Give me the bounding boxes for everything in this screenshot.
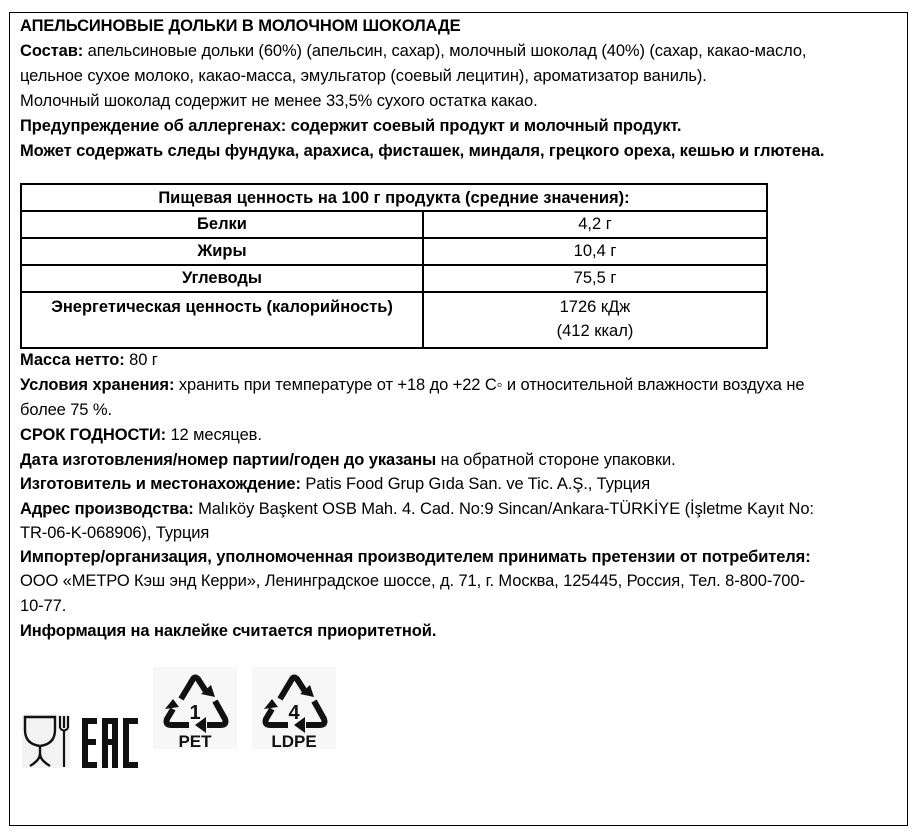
food-contact-icon (22, 714, 70, 768)
nutrient-value: 4,2 г (423, 211, 767, 238)
table-row (21, 211, 767, 238)
importer-line-2: 10-77. (20, 597, 67, 615)
nutrition-table (20, 183, 768, 349)
recycle-pet-icon (153, 667, 237, 749)
nutrient-name: Белки (21, 211, 423, 238)
importer-label: Импортер/организация, уполномоченная производителем принимать претензии от потребителя: (20, 548, 811, 566)
energy-kj: 1726 кДж (559, 298, 631, 316)
product-title: АПЕЛЬСИНОВЫЕ ДОЛЬКИ В МОЛОЧНОМ ШОКОЛАДЕ (20, 17, 461, 35)
recycle-ldpe-icon (252, 667, 336, 749)
nutrient-name: Энергетическая ценность (калорийность) (21, 292, 423, 348)
nutrition-header: Пищевая ценность на 100 г продукта (средние значения): (21, 184, 767, 211)
production-date-label: Дата изготовления/номер партии/годен до указаны (20, 451, 437, 469)
nutrient-value: 75,5 г (423, 265, 767, 292)
manufacturer-value: Patis Food Grup Gıda San. ve Tic. A.Ş., Турция (300, 475, 651, 493)
nutrient-value: 10,4 г (423, 238, 767, 265)
symbols-row (20, 667, 350, 777)
composition-line-1 (20, 39, 806, 63)
address-line-2: TR-06-K-068906), Турция (20, 524, 210, 542)
production-date (20, 448, 676, 472)
manufacturer (20, 472, 650, 496)
composition-text: апельсиновые дольки (60%) (апельсин, сахар), молочный шоколад (40%) (сахар, какао-масло, (83, 42, 807, 60)
net-weight-label: Масса нетто: (20, 351, 125, 369)
svg-text:4: 4 (288, 702, 300, 724)
nutrition-header-row (21, 184, 767, 211)
shelf-life-label: СРОК ГОДНОСТИ: (20, 426, 166, 444)
manufacturer-label: Изготовитель и местонахождение: (20, 475, 301, 493)
table-row (21, 265, 767, 292)
nutrient-name: Углеводы (21, 265, 423, 292)
production-date-value: на обратной стороне упаковки. (436, 451, 676, 469)
energy-kcal: (412 ккал) (556, 322, 634, 340)
eac-mark-icon (80, 718, 142, 768)
sticker-note: Информация на наклейке считается приоритетной. (20, 622, 437, 640)
shelf-life-value: 12 месяцев. (166, 426, 262, 444)
table-row (21, 238, 767, 265)
composition-line-2: цельное сухое молоко, какао-масса, эмульгатор (соевый лецитин), ароматизатор ваниль). (20, 67, 707, 85)
shelf-life (20, 423, 262, 447)
svg-text:LDPE: LDPE (271, 732, 317, 749)
nutrient-value (423, 292, 767, 348)
svg-text:PET: PET (178, 732, 212, 749)
storage-label: Условия хранения: (20, 376, 175, 394)
allergen-warning: Предупреждение об аллергенах: содержит соевый продукт и молочный продукт. (20, 117, 682, 135)
net-weight-value: 80 г (124, 351, 158, 369)
svg-text:1: 1 (189, 702, 201, 724)
storage-text: хранить при температуре от +18 до +22 С◦ и относительной влажности воздуха не (174, 376, 805, 394)
composition-line-3: Молочный шоколад содержит не менее 33,5% сухого остатка какао. (20, 92, 538, 110)
table-row (21, 292, 767, 348)
storage-line-2: более 75 %. (20, 401, 112, 419)
nutrient-name: Жиры (21, 238, 423, 265)
address-label: Адрес производства: (20, 500, 194, 518)
net-weight (20, 348, 158, 372)
importer-line-1: ООО «МЕТРО Кэш энд Керри», Ленинградское шоссе, д. 71, г. Москва, 125445, Россия, Тел. 8-800-700- (20, 572, 805, 590)
composition-label: Состав: (20, 42, 84, 60)
address-line-1 (20, 497, 814, 521)
address-text: Malıköy Başkent OSB Mah. 4. Cad. No:9 Sincan/Ankara-TÜRKİYE (İşletme Kayıt No: (193, 500, 814, 518)
storage-line-1 (20, 373, 804, 397)
traces-warning: Может содержать следы фундука, арахиса, фисташек, миндаля, грецкого ореха, кешью и глютена. (20, 142, 825, 160)
